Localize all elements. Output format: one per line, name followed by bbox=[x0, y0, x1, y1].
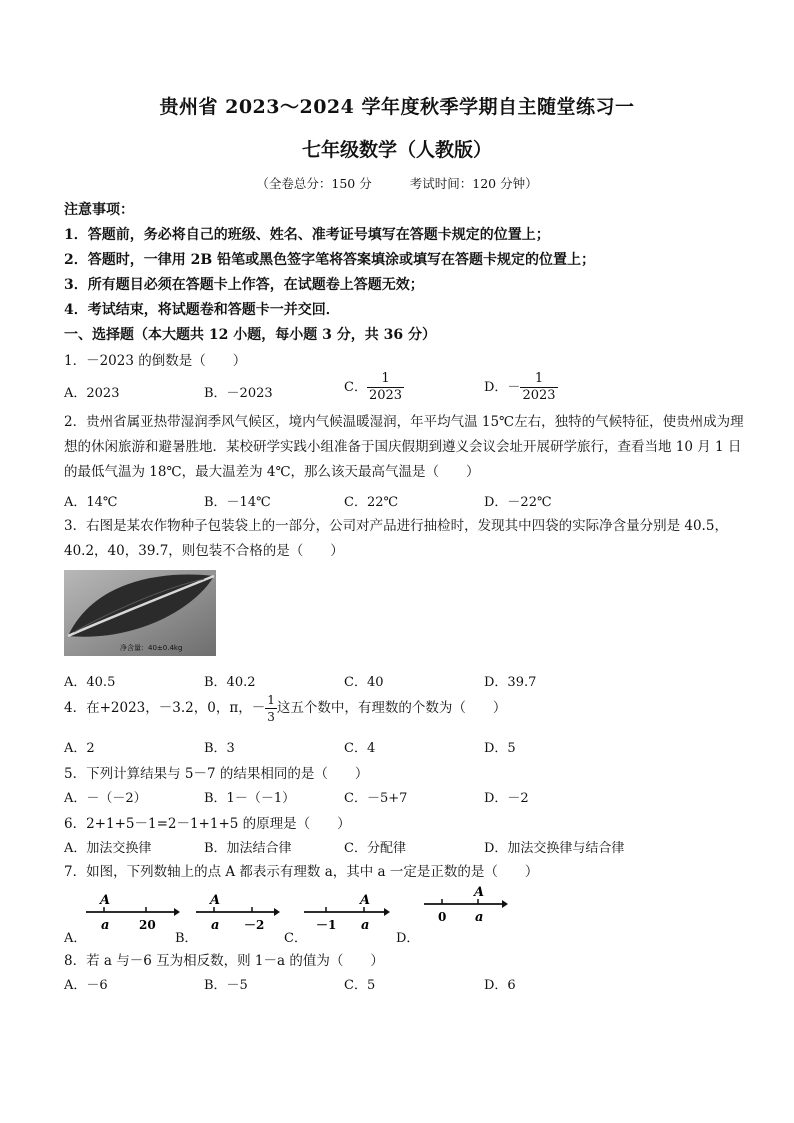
exam-time: 考试时间：120 分钟） bbox=[409, 176, 538, 191]
option-b: B．3 bbox=[204, 741, 235, 756]
exam-meta bbox=[0, 174, 794, 192]
question-stem bbox=[64, 692, 506, 725]
option-b: B．－2023 bbox=[204, 386, 273, 401]
variable-label: a bbox=[101, 918, 110, 933]
option-b: B．40.2 bbox=[204, 675, 256, 690]
question-stem: 8．若 a 与－6 互为相反数，则 1－a 的值为（ ） bbox=[64, 953, 384, 969]
option-b: B． bbox=[175, 931, 198, 946]
option-c: C． bbox=[284, 931, 307, 946]
tick-label: －2 bbox=[244, 918, 265, 932]
option-b: B．加法结合律 bbox=[204, 841, 292, 856]
option-a: A．40.5 bbox=[64, 675, 116, 690]
point-label: A bbox=[100, 893, 111, 908]
fraction bbox=[367, 371, 404, 404]
total-score: （全卷总分：150 分 bbox=[256, 176, 372, 191]
option-d: D． bbox=[396, 931, 420, 946]
option-a: A． bbox=[64, 931, 87, 946]
option-prefix: C． bbox=[344, 380, 367, 395]
option-b: B．－5 bbox=[204, 978, 248, 993]
option-c: C．5 bbox=[344, 978, 376, 993]
option-a: A．－（－2） bbox=[64, 791, 147, 806]
option-c: C．分配律 bbox=[344, 841, 406, 856]
option-a: A．14℃ bbox=[64, 495, 118, 510]
number-line-c bbox=[300, 886, 392, 936]
option-d: D．39.7 bbox=[484, 675, 537, 690]
exam-title: 贵州省 2023～2024 学年度秋季学期自主随堂练习一 bbox=[159, 96, 635, 118]
point-label: A bbox=[210, 893, 221, 908]
tick-label: 20 bbox=[139, 918, 156, 932]
number-line-d bbox=[420, 880, 510, 928]
point-label: A bbox=[474, 885, 485, 900]
fraction-numerator: 1 bbox=[267, 693, 275, 707]
variable-label: a bbox=[211, 918, 220, 933]
question-stem: 6．2+1+5－1=2－1+1+5 的原理是（ ） bbox=[64, 816, 351, 832]
variable-label: a bbox=[361, 918, 370, 933]
option-a: A．－6 bbox=[64, 978, 108, 993]
option-d bbox=[484, 371, 558, 404]
notice-item: 3．所有题目必须在答题卡上作答，在试题卷上答题无效； bbox=[64, 277, 424, 293]
option-c: C．22℃ bbox=[344, 495, 399, 510]
notice-item: 4．考试结束，将试题卷和答题卡一并交回． bbox=[64, 302, 340, 318]
option-d: D．－22℃ bbox=[484, 495, 552, 510]
notice-item: 1．答题前，务必将自己的班级、姓名、准考证号填写在答题卡规定的位置上； bbox=[64, 227, 550, 243]
question-stem: 7．如图，下列数轴上的点 A 都表示有理数 a，其中 a 一定是正数的是（ ） bbox=[64, 864, 539, 880]
option-b: B．1－（－1） bbox=[204, 791, 296, 806]
question-stem: 3．右图是某农作物种子包装袋上的一部分，公司对产品进行抽检时，发现其中四袋的实际净含量分别是 40.5，40.2，40，39.7，则包装不合格的是（ ） bbox=[64, 518, 728, 559]
fraction-numerator: 1 bbox=[520, 371, 557, 388]
fraction-denominator: 2023 bbox=[522, 388, 556, 403]
fraction bbox=[265, 692, 277, 725]
question-stem: 2．贵州省属亚热带湿润季风气候区，境内气候温暖湿润，年平均气温 15℃左右，独特的气候特征，使贵州成为理想的休闲旅游和避暑胜地．某校研学实践小组准备于国庆假期到遵义会议会址开展研学旅行，查看当地 10 月 1 日的最低气温为 18℃，最大温差为 4℃，那么该天最高气温是（ ） bbox=[64, 414, 744, 480]
option-prefix: D．－ bbox=[484, 380, 521, 395]
option-a: A．2023 bbox=[64, 386, 120, 401]
option-d: D．加法交换律与结合律 bbox=[484, 841, 625, 856]
point-label: A bbox=[360, 893, 371, 908]
notice-heading: 注意事项： bbox=[64, 202, 134, 218]
question-stem: 1．－2023 的倒数是（ ） bbox=[64, 353, 247, 369]
option-d: D．6 bbox=[484, 978, 516, 993]
section-heading: 一、选择题（本大题共 12 小题，每小题 3 分，共 36 分） bbox=[64, 327, 436, 343]
fraction-denominator: 2023 bbox=[368, 388, 403, 403]
question-stem: 5．下列计算结果与 5－7 的结果相同的是（ ） bbox=[64, 766, 369, 782]
option-a: A．2 bbox=[64, 741, 95, 756]
stem-part: 这五个数中，有理数的个数为（ ） bbox=[276, 700, 507, 716]
option-c: C．4 bbox=[344, 741, 376, 756]
option-c: C．40 bbox=[344, 675, 384, 690]
option-a: A．加法交换律 bbox=[64, 841, 152, 856]
tick-label: －1 bbox=[316, 918, 337, 932]
option-d: D．5 bbox=[484, 741, 516, 756]
fraction bbox=[520, 371, 557, 404]
option-c bbox=[344, 371, 404, 404]
tick-label: 0 bbox=[438, 910, 447, 924]
fraction-numerator: 1 bbox=[367, 371, 404, 388]
seed-package-image bbox=[64, 570, 216, 656]
variable-label: a bbox=[475, 910, 484, 925]
exam-subtitle: 七年级数学（人教版） bbox=[301, 139, 492, 161]
stem-part: 4．在+2023，－3.2，0，π，－ bbox=[64, 700, 266, 716]
option-d: D．－2 bbox=[484, 791, 529, 806]
number-line-a bbox=[82, 888, 180, 936]
package-net-weight: 净含量：40±0.4kg bbox=[120, 644, 183, 652]
number-line-b bbox=[192, 888, 282, 936]
option-b: B．－14℃ bbox=[204, 495, 271, 510]
fraction-denominator: 3 bbox=[267, 710, 275, 724]
option-c: C．－5+7 bbox=[344, 791, 408, 806]
notice-item: 2．答题时，一律用 2B 铅笔或黑色签字笔将答案填涂或填写在答题卡规定的位置上； bbox=[64, 252, 596, 268]
